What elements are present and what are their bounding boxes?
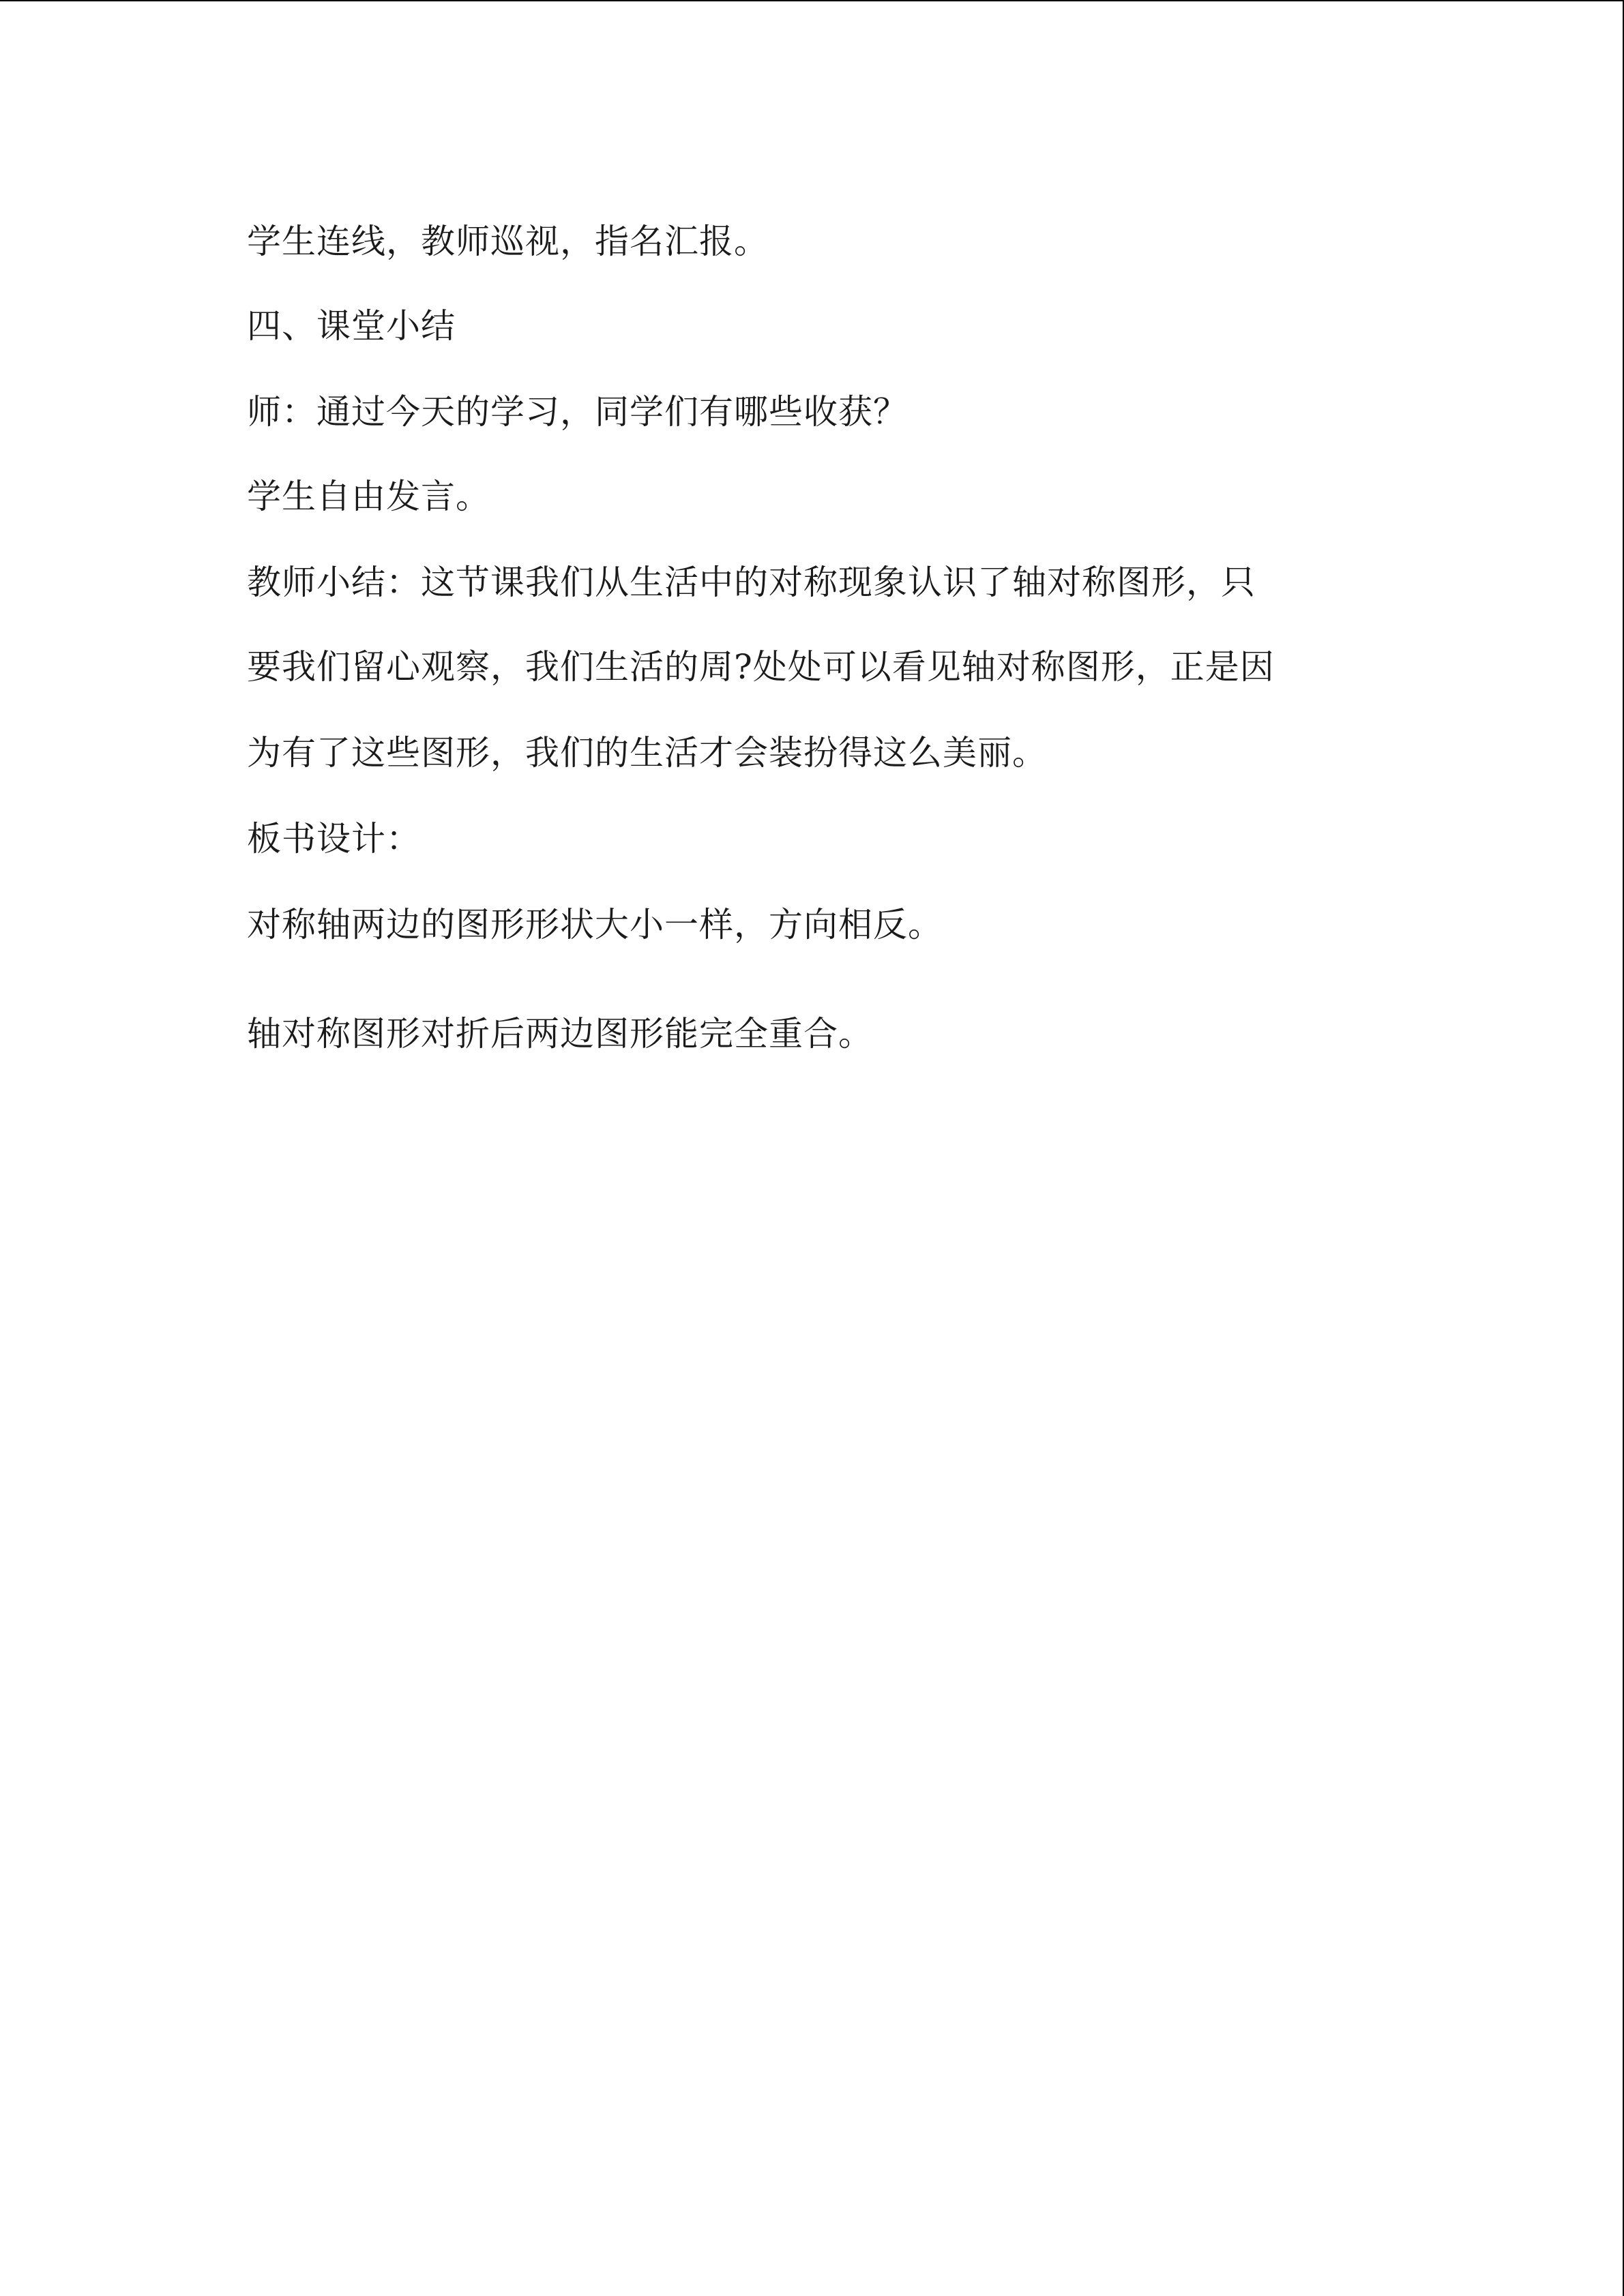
paragraph-teacher-question: 师：通过今天的学习，同学们有哪些收获？ xyxy=(247,392,908,432)
blackboard-point-1: 对称轴两边的图形形状大小一样，方向相反。 xyxy=(247,905,943,944)
paragraph-teacher-summary-line-1: 教师小结：这节课我们从生活中的对称现象认识了轴对称图形，只 xyxy=(247,563,1256,602)
blackboard-design-heading: 板书设计： xyxy=(247,819,421,859)
paragraph-teacher-summary-line-2: 要我们留心观察，我们生活的周?处处可以看见轴对称图形，正是因 xyxy=(247,647,1275,687)
paragraph-student-activity: 学生连线，教师巡视，指名汇报。 xyxy=(247,222,769,261)
paragraph-student-speech: 学生自由发言。 xyxy=(247,477,490,516)
section-heading-summary: 四、课堂小结 xyxy=(247,306,456,346)
blackboard-point-2: 轴对称图形对折后两边图形能完全重合。 xyxy=(247,1014,873,1054)
paragraph-teacher-summary-line-3: 为有了这些图形，我们的生活才会装扮得这么美丽。 xyxy=(247,733,1047,773)
